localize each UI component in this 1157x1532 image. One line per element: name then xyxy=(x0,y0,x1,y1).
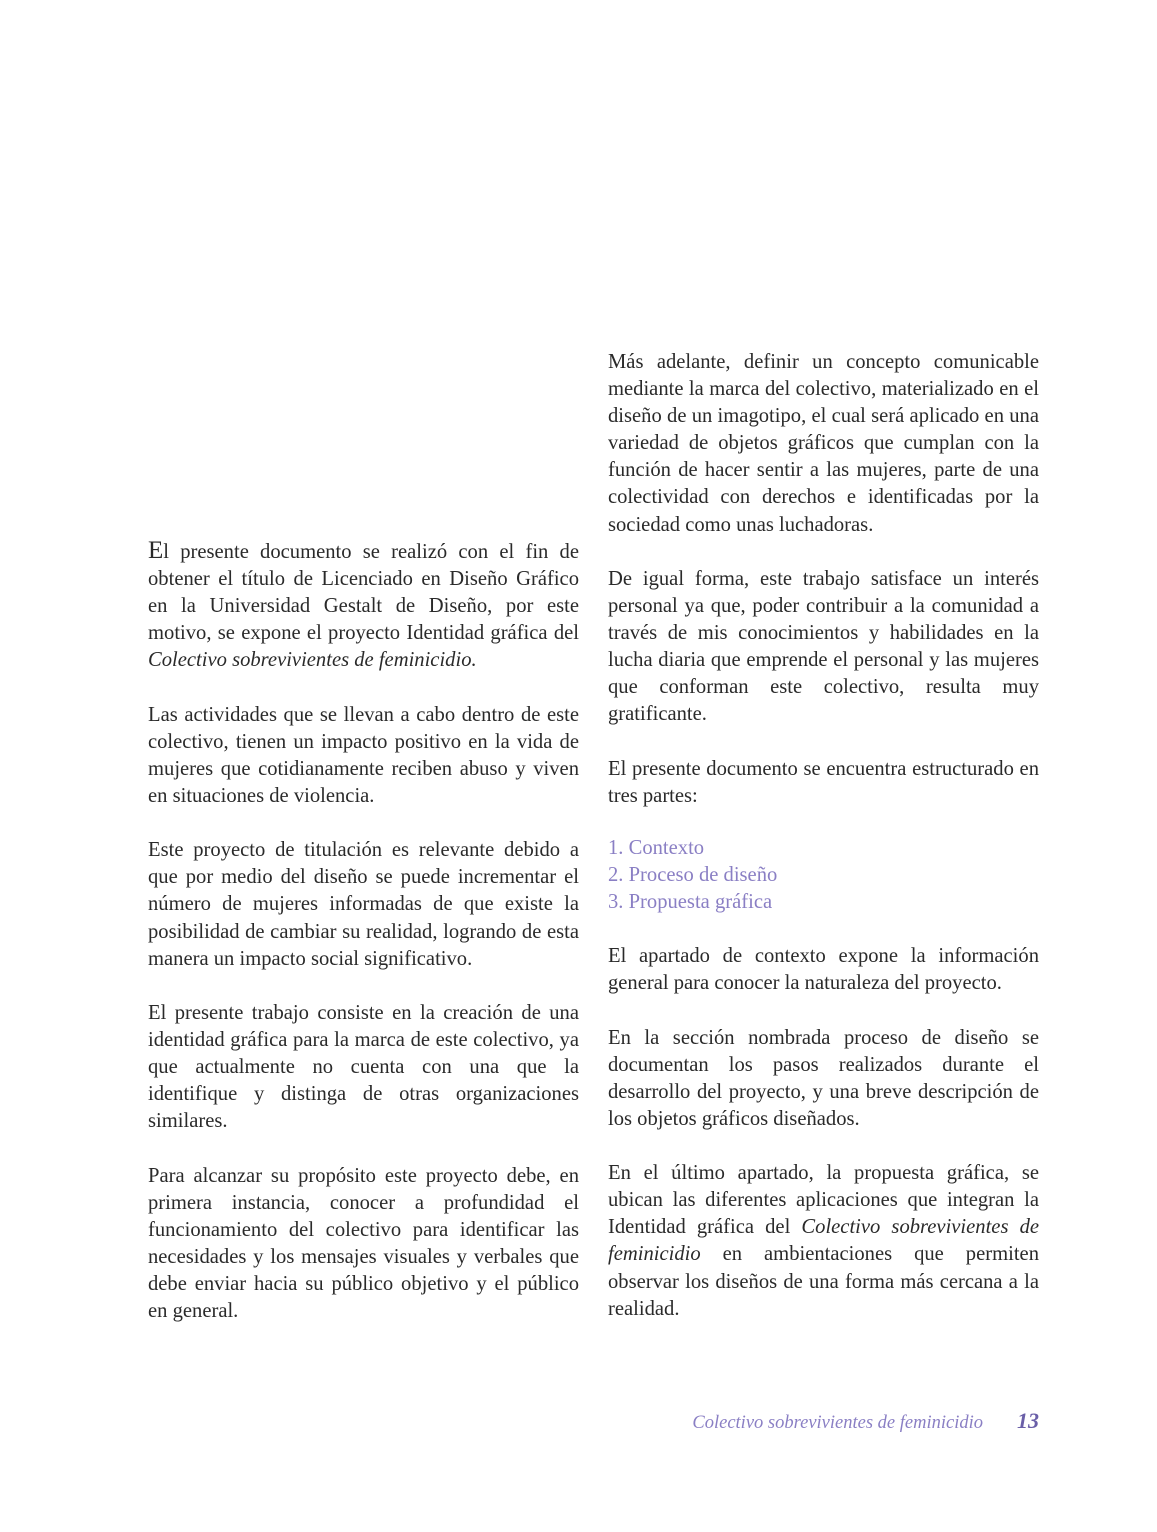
proposal-text-end: en ambientaciones que permiten observar los diseños de una forma más cercana a la realidad. xyxy=(608,1243,1039,1320)
proposal-text-start: En el último apartado, la propuesta gráfica, se ubican las diferentes aplicaciones que integran la Identidad gráfica del xyxy=(608,1162,1039,1239)
right-column xyxy=(608,349,1039,1350)
paragraph-approach: Para alcanzar su propósito este proyecto debe, en primera instancia, conocer a profundidad el funcionamiento del colectivo para identificar las necesidades y los mensajes visuales y verbales que debe enviar hacia su público objetivo y el público en general. xyxy=(148,1164,579,1322)
running-footer-title: Colectivo sobrevivientes de feminicidio xyxy=(692,1413,983,1433)
paragraph-activities: Las actividades que se llevan a cabo dentro de este colectivo, tienen un impacto positivo en la vida de mujeres que cotidianamente reciben abuso y viven en situaciones de violencia. xyxy=(148,703,579,807)
paragraph-proposal-section xyxy=(608,1160,1039,1323)
paragraph-design-process-section: En la sección nombrada proceso de diseño se documentan los pasos realizados durante el desarrollo del proyecto, y una breve descripción de los objetos gráficos diseñados. xyxy=(608,1026,1039,1130)
paragraph-context-section: El apartado de contexto expone la información general para conocer la naturaleza del proyecto. xyxy=(608,945,1039,995)
drop-cap: E xyxy=(148,537,164,564)
page-number: 13 xyxy=(1017,1408,1039,1433)
collective-name-italic: Colectivo sobrevivientes de feminicidio xyxy=(608,1216,1040,1266)
list-item: 1. Contexto xyxy=(608,836,705,859)
list-item: 2. Proceso de diseño xyxy=(608,863,778,886)
list-item: 3. Propuesta gráfica xyxy=(608,890,773,913)
page-footer xyxy=(692,1408,1039,1434)
paragraph-intro xyxy=(148,537,579,674)
paragraph-purpose: El presente trabajo consiste en la creación de una identidad gráfica para la marca de este colectivo, ya que actualmente no cuenta con una que la identifique y distinga de otras organizaciones similares. xyxy=(148,1001,579,1133)
paragraph-concept: Más adelante, definir un concepto comunicable mediante la marca del colectivo, materializado en el diseño de un imagotipo, el cual será aplicado en una variedad de objetos gráficos que cumplan con la función de hacer sentir a las mujeres, parte de una colectividad con derechos e identificadas por la sociedad como unas luchadoras. xyxy=(608,351,1039,536)
paragraph-personal-interest: De igual forma, este trabajo satisface un interés personal ya que, poder contribuir a la comunidad a través de mis conocimientos y habilidades en la lucha diaria que emprende el personal y las mujeres que conforman este colectivo, resulta muy gratificante. xyxy=(608,567,1039,726)
structure-list xyxy=(608,835,1039,916)
paragraph-structure: El presente documento se encuentra estructurado en tres partes: xyxy=(608,757,1039,807)
collective-name-italic: Colectivo sobrevivientes de feminicidio. xyxy=(148,649,477,672)
paragraph-intro-text: l presente documento se realizó con el fin de obtener el título de Licenciado en Diseño Gráfico en la Universidad Gestalt de Diseño, por este motivo, se expone el proyecto Identidad gráfica del xyxy=(148,541,579,645)
paragraph-relevance: Este proyecto de titulación es relevante debido a que por medio del diseño se puede incrementar el número de mujeres informadas de que existe la posibilidad de cambiar su realidad, logrando de esta manera un impacto social significativo. xyxy=(148,839,579,970)
left-column xyxy=(148,537,579,1352)
